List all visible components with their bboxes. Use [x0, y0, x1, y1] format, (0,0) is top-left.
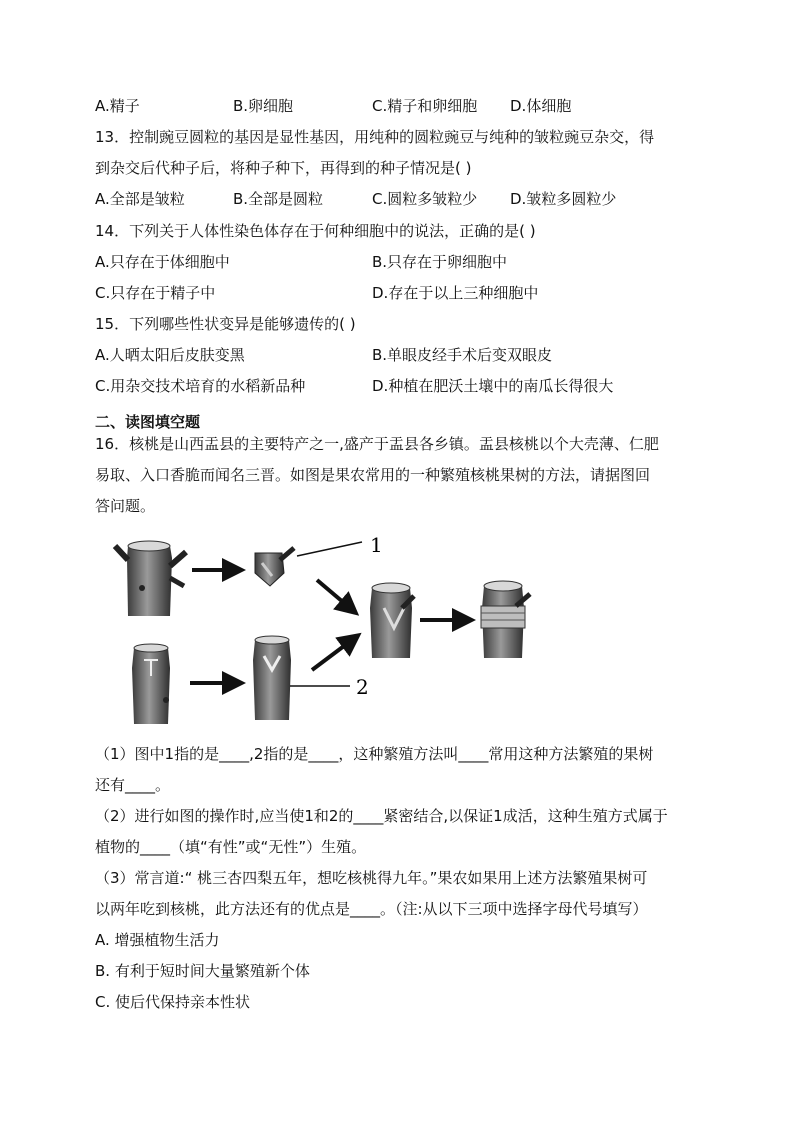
q12-option-b: B.卵细胞 — [233, 97, 294, 115]
q15-option-b: B.单眼皮经手术后变双眼皮 — [372, 346, 553, 364]
q14-option-a: A.只存在于体细胞中 — [95, 253, 230, 271]
q16-sub3-line2: 以两年吃到核桃，此方法还有的优点是____。（注:从以下三项中选择字母代号填写） — [95, 900, 648, 918]
q14-option-d: D.存在于以上三种细胞中 — [372, 284, 539, 302]
branch-with-buds — [115, 541, 186, 616]
q12-option-d: D.体细胞 — [510, 97, 572, 115]
q14-option-c: C.只存在于精子中 — [95, 284, 216, 302]
arrow-5 — [312, 640, 352, 670]
q16-stem-line1: 16．核桃是山西盂县的主要特产之一,盛产于盂县各乡镇。盂县核桃以个大壳薄、仁肥 — [95, 435, 659, 453]
q13-stem-line2: 到杂交后代种子后，将种子种下，再得到的种子情况是( ) — [95, 159, 472, 177]
q12-option-c: C.精子和卵细胞 — [372, 97, 478, 115]
section-heading: 二、读图填空题 — [95, 413, 201, 431]
bound-graft — [481, 581, 530, 658]
q13-option-c: C.圆粒多皱粒少 — [372, 190, 478, 208]
q14-stem: 14．下列关于人体性染色体存在于何种细胞中的说法，正确的是( ) — [95, 222, 536, 240]
arrow-2 — [317, 580, 350, 608]
q16-stem-line3: 答问题。 — [95, 497, 156, 515]
q16-choice-c: C. 使后代保持亲本性状 — [95, 993, 251, 1011]
q14-option-b: B.只存在于卵细胞中 — [372, 253, 508, 271]
q15-option-d: D.种植在肥沃土壤中的南瓜长得很大 — [372, 377, 614, 395]
rootstock — [132, 644, 170, 724]
q15-option-a: A.人晒太阳后皮肤变黑 — [95, 346, 245, 364]
q13-option-d: D.皱粒多圆粒少 — [510, 190, 617, 208]
q16-sub1-line1: （1）图中1指的是____,2指的是____，这种繁殖方法叫____常用这种方法繁殖的果树 — [95, 745, 654, 763]
grafting-figure — [112, 528, 552, 728]
q16-stem-line2: 易取、入口香脆而闻名三晋。如图是果农常用的一种繁殖核桃果树的方法，请据图回 — [95, 466, 651, 484]
q13-option-b: B.全部是圆粒 — [233, 190, 324, 208]
q16-sub2-line2: 植物的____（填“有性”或“无性”）生殖。 — [95, 838, 367, 856]
figure-label-1: 1 — [370, 533, 383, 557]
q16-sub1-line2: 还有____。 — [95, 776, 171, 794]
q15-stem: 15．下列哪些性状变异是能够遗传的( ) — [95, 315, 356, 333]
q15-option-c: C.用杂交技术培育的水稻新品种 — [95, 377, 306, 395]
q12-option-a: A.精子 — [95, 97, 140, 115]
q16-sub3-line1: （3）常言道:“ 桃三杏四梨五年，想吃核桃得九年。”果农如果用上述方法繁殖果树可 — [95, 869, 648, 887]
rootstock-opened — [253, 636, 291, 720]
q13-option-a: A.全部是皱粒 — [95, 190, 185, 208]
scion-bud — [255, 548, 294, 586]
grafted-stock — [370, 583, 414, 658]
q13-stem-line1: 13．控制豌豆圆粒的基因是显性基因，用纯种的圆粒豌豆与纯种的皱粒豌豆杂交，得 — [95, 128, 655, 146]
q16-choice-b: B. 有利于短时间大量繁殖新个体 — [95, 962, 310, 980]
figure-label-2: 2 — [356, 675, 369, 699]
q16-sub2-line1: （2）进行如图的操作时,应当使1和2的____紧密结合,以保证1成活，这种生殖方式属于 — [95, 807, 668, 825]
q16-choice-a: A. 增强植物生活力 — [95, 931, 220, 949]
label-line-1 — [297, 542, 362, 556]
